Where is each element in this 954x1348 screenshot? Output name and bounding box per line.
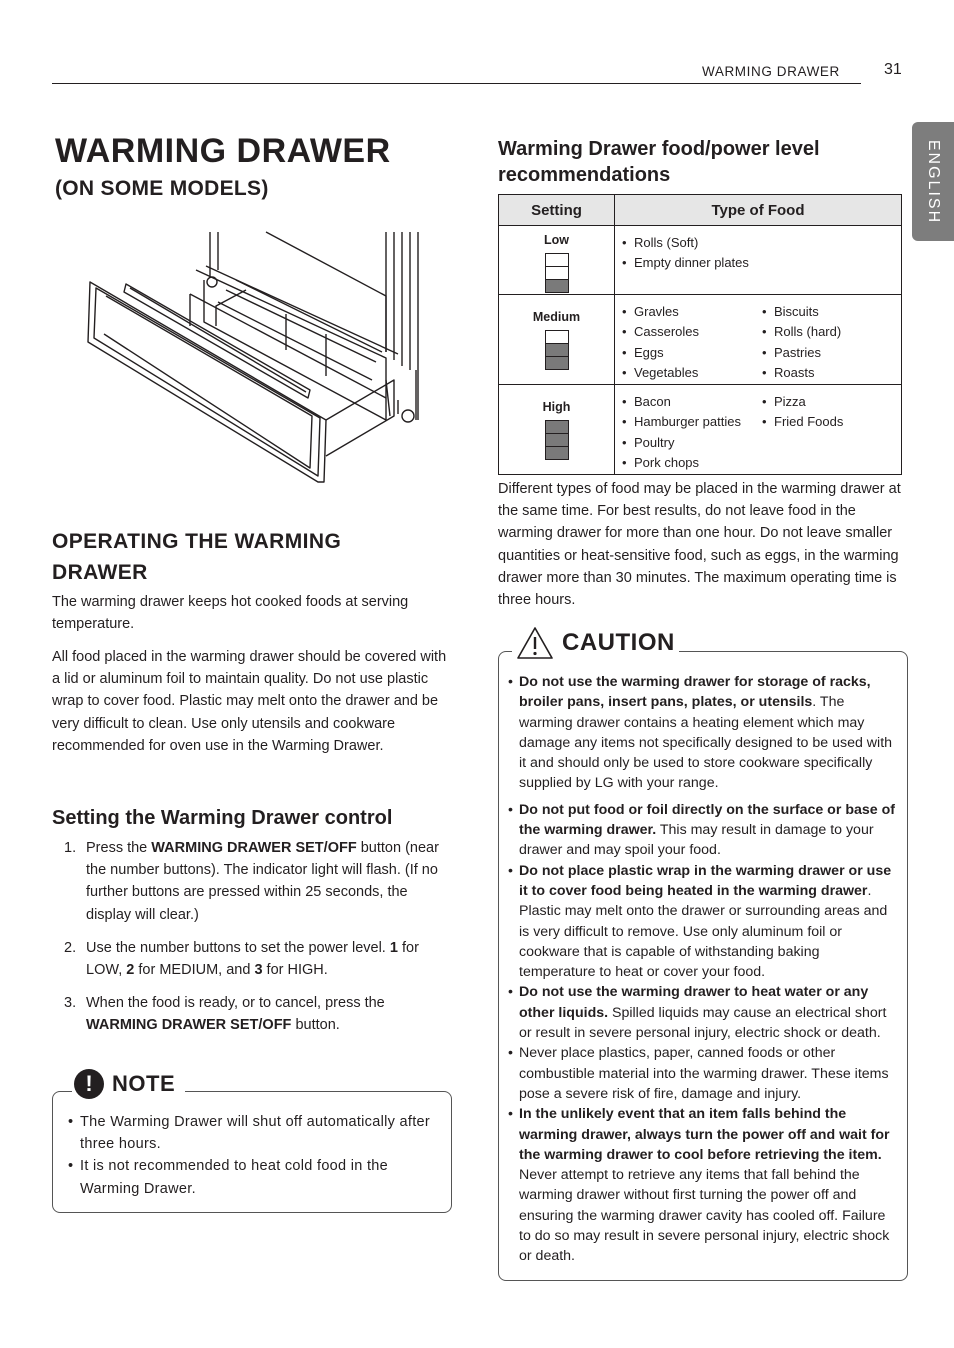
caution-item: • Do not place plastic wrap in the warming drawer or use it to cover food being heated in the warming drawer. Plastic may melt onto the drawer or surrounding areas and is very difficult to remove. Use only aluminum foil or cookware that is capable of withstanding baking temperature to heat or cover your food. (506, 861, 898, 983)
note-header (72, 1069, 185, 1099)
food-item: • Fried Foods (774, 412, 900, 432)
recommendations-paragraph: Different types of food may be placed in the warming drawer at the same time. For best results, do not leave food in the warming drawer for more than one hour. Do not leave smaller quantities or heat-sensitive food, such as eggs, in the warming drawer more than 30 minutes. The maximum operating time is three hours. (498, 481, 901, 609)
setting-steps-list (52, 837, 456, 1037)
food-item: • Vegetables (634, 363, 760, 383)
meter-segment (546, 421, 568, 433)
setting-heading: Setting the Warming Drawer control (52, 807, 393, 829)
meter-segment (546, 331, 568, 343)
food-item: • Gravles (634, 302, 760, 322)
food-item: • Roasts (774, 363, 900, 383)
note-item: • The Warming Drawer will shut off automatically after three hours. (68, 1111, 436, 1155)
food-item: • Poultry (634, 433, 760, 453)
food-list (620, 302, 760, 383)
header-rule (52, 83, 861, 84)
caution-header (512, 626, 679, 660)
operating-paragraph-2: All food placed in the warming drawer should be covered with a lid or aluminum foil to maintain quality. Do not use plastic wrap to cover food. Plastic may melt onto the drawer and be very difficult to clean. Use only utensils and cookware recommended for oven use in the Warming Drawer. (52, 649, 447, 754)
caution-item: • Do not put food or foil directly on the surface or base of the warming drawer. This may result in damage to your drawer and may spoil your food. (506, 800, 898, 861)
food-item: • Rolls (hard) (774, 322, 900, 342)
running-header-section: WARMING DRAWER (702, 64, 840, 79)
page-number: 31 (884, 61, 902, 78)
food-item: • Hamburger patties (634, 412, 760, 432)
power-level-meter (545, 330, 569, 370)
language-tab (912, 122, 954, 241)
caution-item: • Do not use the warming drawer for storage of racks, broiler pans, insert pans, plates, or utensils. The warming drawer contains a heating element which may damage any items not specifically designed to be used with it and should only be used to store cookware specifically supplied by LG with your range. (506, 672, 898, 794)
meter-segment (546, 433, 568, 446)
food-cell (615, 226, 902, 295)
operating-heading: OPERATING THE WARMING DRAWER (52, 530, 342, 584)
caution-label: CAUTION (562, 629, 675, 656)
table-header-food: Type of Food (615, 195, 902, 226)
page-subtitle: (ON SOME MODELS) (55, 177, 269, 200)
food-cell (615, 295, 902, 385)
food-list (760, 302, 900, 383)
setting-level-label: High (542, 399, 571, 414)
setting-cell (499, 385, 615, 475)
meter-segment (546, 343, 568, 356)
food-item: • Pork chops (634, 453, 760, 473)
warning-triangle-icon (516, 626, 554, 660)
setting-step: 1. Press the WARMING DRAWER SET/OFF button (near the number buttons). The indicator light will flash. (If no further buttons are pressed within 25 seconds, the display will clear.) (64, 840, 439, 923)
setting-cell (499, 226, 615, 295)
table-row (499, 385, 902, 475)
food-item: • Rolls (Soft) (634, 233, 760, 253)
table-header-setting: Setting (499, 195, 615, 226)
food-item: • Pastries (774, 343, 900, 363)
food-item: • Bacon (634, 392, 760, 412)
setting-step: 2. Use the number buttons to set the power level. 1 for LOW, 2 for MEDIUM, and 3 for HIGH. (64, 939, 419, 979)
table-row (499, 295, 902, 385)
note-item: • It is not recommended to heat cold food in the Warming Drawer. (68, 1155, 436, 1199)
exclamation-circle-icon: ! (74, 1069, 104, 1099)
warming-drawer-illustration (86, 230, 422, 484)
language-tab-label: ENGLISH (925, 139, 942, 224)
page-title: WARMING DRAWER (55, 132, 391, 170)
table-header-row (499, 195, 902, 226)
power-level-meter (545, 420, 569, 460)
food-cell (615, 385, 902, 475)
meter-segment (546, 279, 568, 292)
food-item: • Casseroles (634, 322, 760, 342)
food-item: • Eggs (634, 343, 760, 363)
food-list (620, 392, 760, 473)
meter-segment (546, 356, 568, 369)
power-level-meter (545, 253, 569, 293)
food-item: • Empty dinner plates (634, 253, 760, 273)
operating-paragraph-1: The warming drawer keeps hot cooked foods at serving temperature. (52, 594, 409, 633)
table-row (499, 226, 902, 295)
caution-list (506, 672, 898, 1267)
setting-level-label: Medium (532, 309, 581, 324)
food-item: • Biscuits (774, 302, 900, 322)
meter-segment (546, 254, 568, 266)
note-list (68, 1111, 436, 1200)
setting-level-label: Low (544, 233, 569, 247)
recommendations-heading: Warming Drawer food/power level recommendations (498, 138, 820, 186)
food-list (620, 233, 760, 274)
meter-segment (546, 446, 568, 459)
meter-segment (546, 266, 568, 279)
note-label: NOTE (112, 1071, 176, 1096)
food-power-table (498, 194, 902, 475)
caution-item: • In the unlikely event that an item falls behind the warming drawer, always turn the power off and wait for the warming drawer to cool before retrieving the item. Never attempt to retrieve any items that fall behind the warming drawer without first turning the power off and ensuring the warming drawer cavity has cooled off. Failure to do so may result in severe personal injury, electric shock or death. (506, 1104, 898, 1266)
setting-cell (499, 295, 615, 385)
caution-item: • Do not use the warming drawer to heat water or any other liquids. Spilled liquids may cause an electrical short or result in severe personal injury, electric shock or death. (506, 982, 898, 1043)
food-list (760, 392, 900, 473)
setting-step: 3. When the food is ready, or to cancel, press the WARMING DRAWER SET/OFF button. (64, 995, 385, 1034)
caution-item: • Never place plastics, paper, canned foods or other combustible material into the warming drawer. These items pose a severe risk of fire, damage and injury. (506, 1043, 898, 1104)
food-item: • Pizza (774, 392, 900, 412)
